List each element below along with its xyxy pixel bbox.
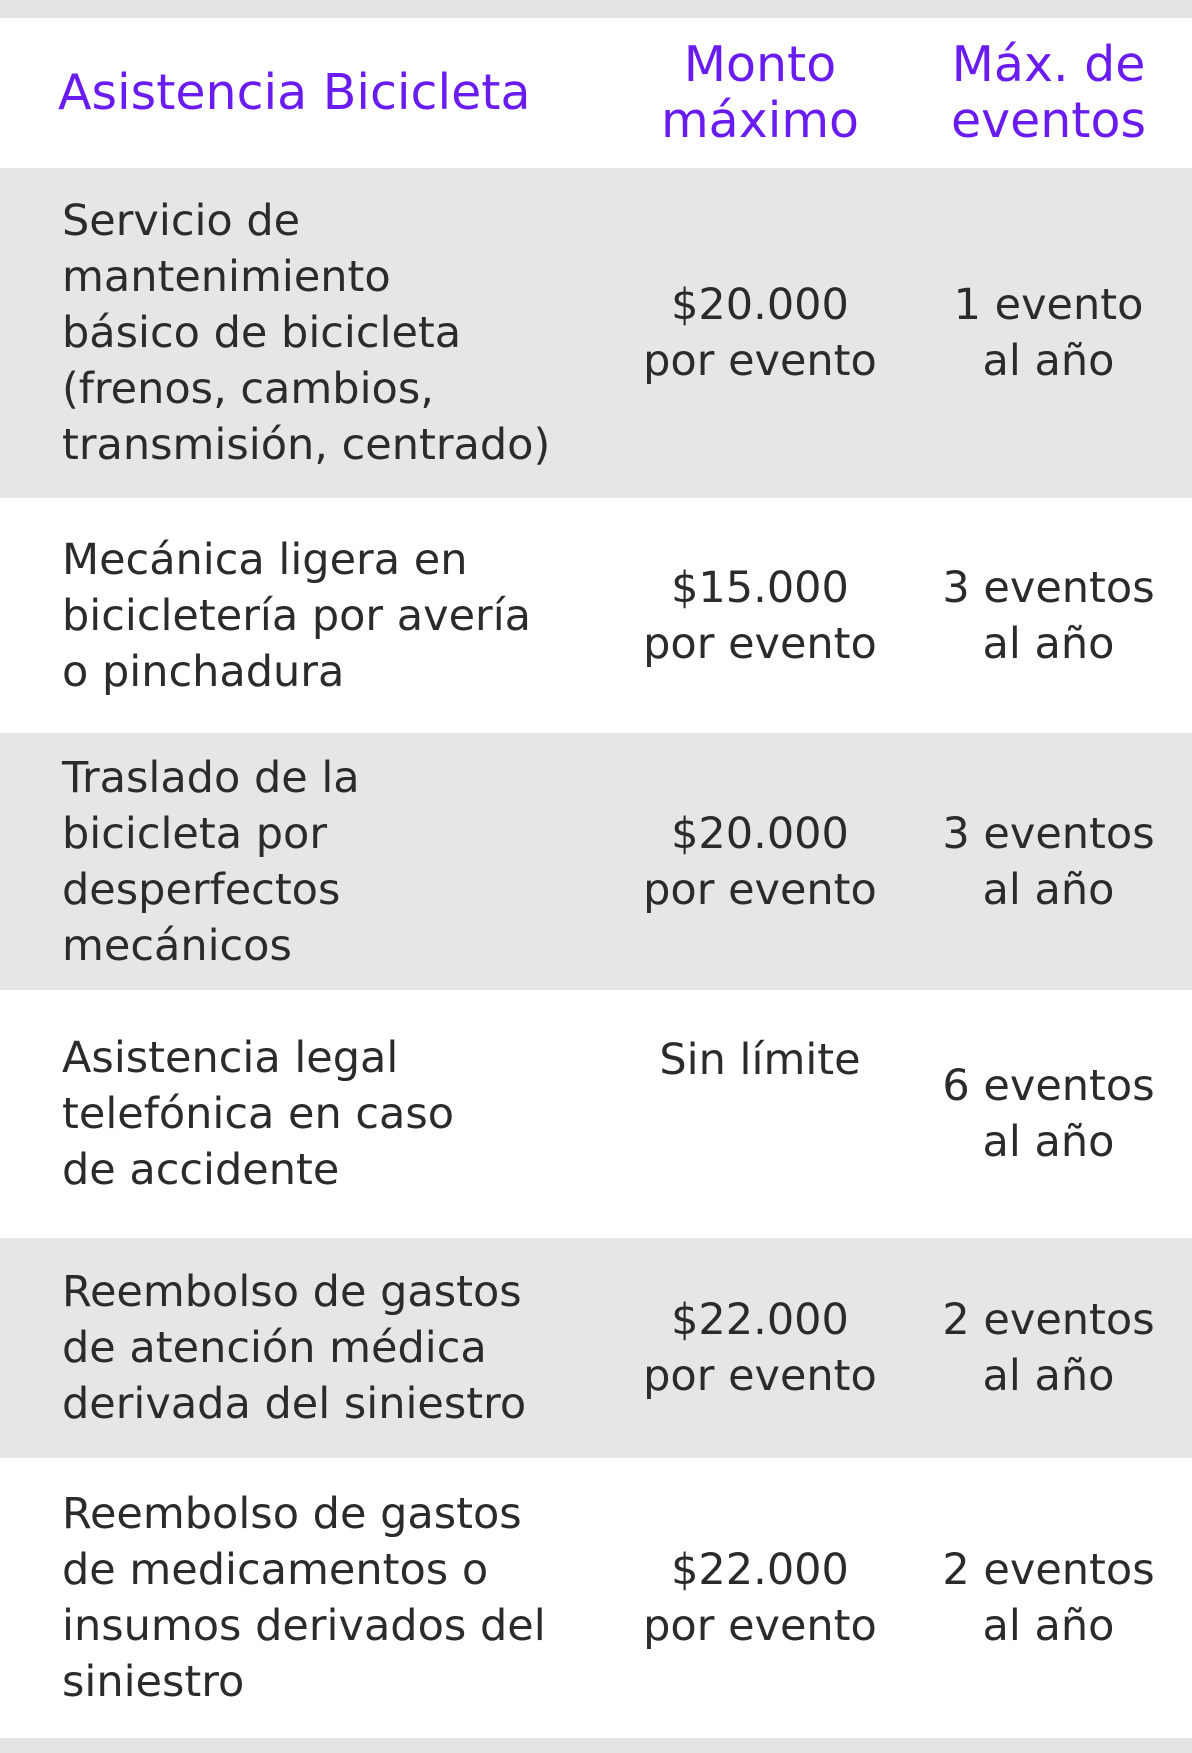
row-events: 6 eventos al año <box>942 1061 1155 1167</box>
row-description: Traslado de la bicicleta por desperfectos mecánicos <box>62 752 360 971</box>
table-header <box>0 18 1192 168</box>
row-amount: $20.000 por evento <box>643 280 877 386</box>
header-amount: Monto máximo <box>660 36 860 149</box>
top-divider <box>0 0 1192 18</box>
row-description: Reembolso de gastos de atención médica derivada del siniestro <box>62 1267 527 1429</box>
row-description: Asistencia legal telefónica en caso de accidente <box>62 1033 455 1195</box>
table-row <box>0 498 1192 733</box>
row-amount: $22.000 por evento <box>643 1295 877 1401</box>
row-amount: $20.000 por evento <box>643 808 877 915</box>
row-events: 3 eventos al año <box>942 808 1155 915</box>
row-amount: Sin límite <box>659 1035 861 1085</box>
row-description: Reembolso de gastos de medicamentos o insumos derivados del siniestro <box>62 1489 546 1707</box>
row-events: 3 eventos al año <box>942 562 1155 669</box>
row-amount: $22.000 por evento <box>643 1545 877 1651</box>
row-events: 2 eventos al año <box>942 1545 1155 1651</box>
header-title: Asistencia Bicicleta <box>58 64 531 121</box>
table-row <box>0 1238 1192 1458</box>
row-events: 2 eventos al año <box>942 1295 1155 1401</box>
row-events: 1 evento al año <box>953 280 1144 386</box>
table-row <box>0 1458 1192 1738</box>
header-events: Máx. de eventos <box>950 36 1147 149</box>
table-row <box>0 733 1192 990</box>
table-row <box>0 990 1192 1238</box>
row-description: Servicio de mantenimiento básico de bicicleta (frenos, cambios, transmisión, centrado) <box>62 196 551 470</box>
row-amount: $15.000 por evento <box>643 562 877 669</box>
table-row <box>0 168 1192 498</box>
bottom-divider <box>0 1738 1192 1753</box>
row-description: Mecánica ligera en bicicletería por avería o pinchadura <box>62 534 532 697</box>
